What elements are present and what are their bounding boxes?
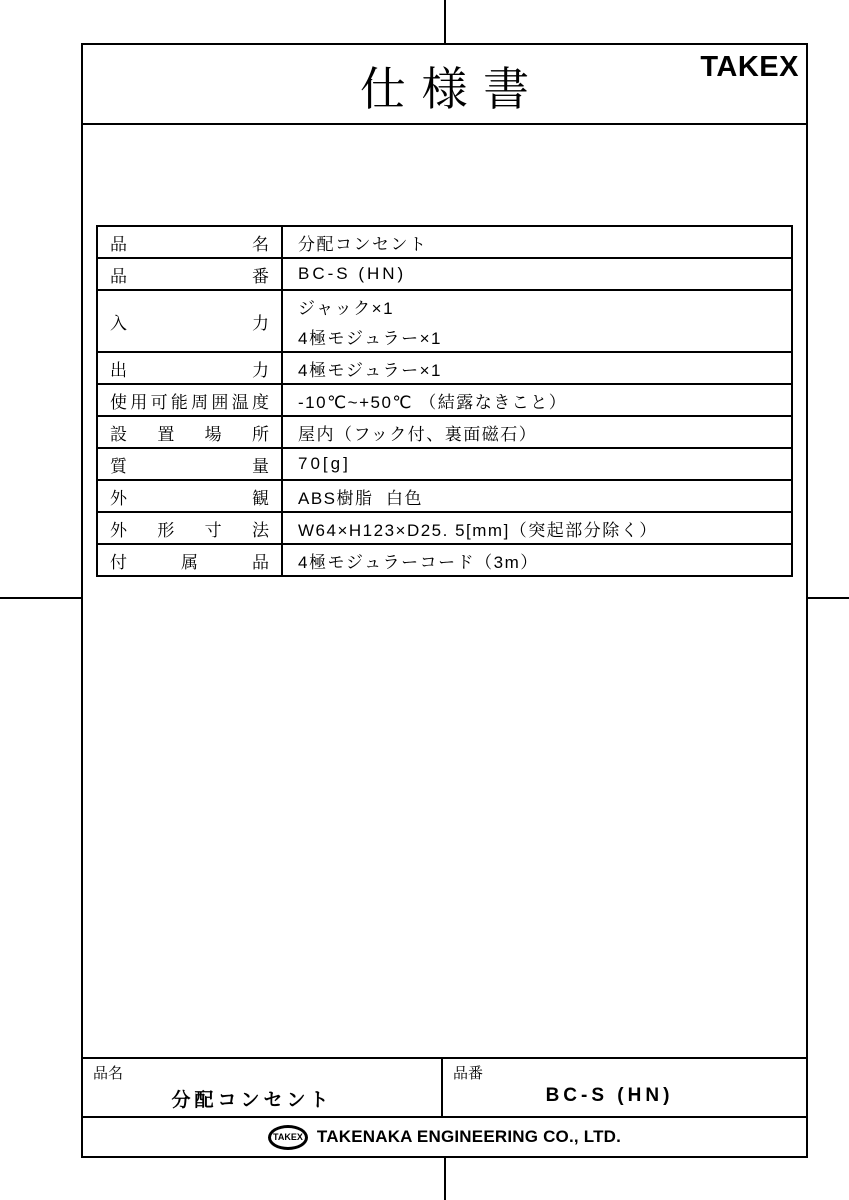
crop-mark-top <box>444 0 446 43</box>
spec-value <box>283 227 791 257</box>
spec-label: 入 力 <box>98 291 283 351</box>
takex-logo-icon: TAKEX <box>268 1125 308 1150</box>
company-name: TAKENAKA ENGINEERING CO., LTD. <box>316 1127 622 1146</box>
spec-value <box>283 481 791 511</box>
spec-row-installation <box>98 417 791 449</box>
spec-value-line: -10℃~+50℃ （結露なきこと） <box>298 392 568 412</box>
crop-mark-right <box>808 597 849 599</box>
spec-table <box>96 225 793 577</box>
spec-label: 設 置 場 所 <box>98 417 283 447</box>
spec-label: 外 形 寸 法 <box>98 513 283 543</box>
spec-row-product-number <box>98 259 791 291</box>
spec-value-line: W64×H123×D25. 5[mm]（突起部分除く） <box>298 520 658 540</box>
spec-value <box>283 449 791 479</box>
spec-value-line: BC-S (HN) <box>298 264 407 283</box>
spec-label: 出 力 <box>98 353 283 383</box>
crop-mark-bottom <box>444 1158 446 1200</box>
spec-value-line: 4極モジュラー×1 <box>298 360 442 380</box>
spec-row-product-name <box>98 227 791 259</box>
page-title: 仕様書 <box>359 63 545 115</box>
spec-row-accessories <box>98 545 791 575</box>
page-frame <box>81 43 808 1158</box>
product-name-cell <box>83 1059 443 1116</box>
spec-value-line: ジャック×1 <box>298 298 395 318</box>
spec-label: 品 名 <box>98 227 283 257</box>
spec-label: 品 番 <box>98 259 283 289</box>
bottom-info-row <box>83 1059 806 1118</box>
spec-value-line: 4極モジュラー×1 <box>298 328 442 348</box>
spec-value <box>283 385 791 415</box>
spec-value <box>283 513 791 543</box>
spec-value <box>283 259 791 289</box>
spec-label: 使 用 可 能 周 囲 温 度 <box>98 385 283 415</box>
spec-value <box>283 353 791 383</box>
spec-label: 質 量 <box>98 449 283 479</box>
brand-logotype: TAKEX <box>700 51 799 83</box>
product-number-label: 品番 <box>453 1065 484 1082</box>
spec-row-dimensions <box>98 513 791 545</box>
bottom-info-table <box>81 1057 808 1158</box>
spec-label: 外 観 <box>98 481 283 511</box>
spec-value-line: ABS樹脂 白色 <box>298 488 423 508</box>
product-number-cell <box>443 1059 806 1116</box>
spec-value <box>283 545 791 575</box>
spec-row-output <box>98 353 791 385</box>
spec-value-line: 70[g] <box>298 454 351 473</box>
spec-value-line: 分配コンセント <box>298 234 428 254</box>
spec-row-input <box>98 291 791 353</box>
spec-value-line: 4極モジュラーコード（3m） <box>298 552 539 572</box>
spec-row-appearance <box>98 481 791 513</box>
spec-value <box>283 417 791 447</box>
spec-value-line: 屋内（フック付、裏面磁石） <box>298 424 538 444</box>
product-name-label: 品名 <box>93 1065 124 1082</box>
header <box>83 45 806 125</box>
spec-value <box>283 291 791 351</box>
crop-mark-left <box>0 597 81 599</box>
footer-bar <box>83 1118 806 1156</box>
spec-row-temperature <box>98 385 791 417</box>
product-name-value: 分配コンセント <box>171 1090 333 1111</box>
product-number-value: BC-S (HN) <box>545 1085 674 1106</box>
spec-label: 付 属 品 <box>98 545 283 575</box>
spec-row-mass <box>98 449 791 481</box>
